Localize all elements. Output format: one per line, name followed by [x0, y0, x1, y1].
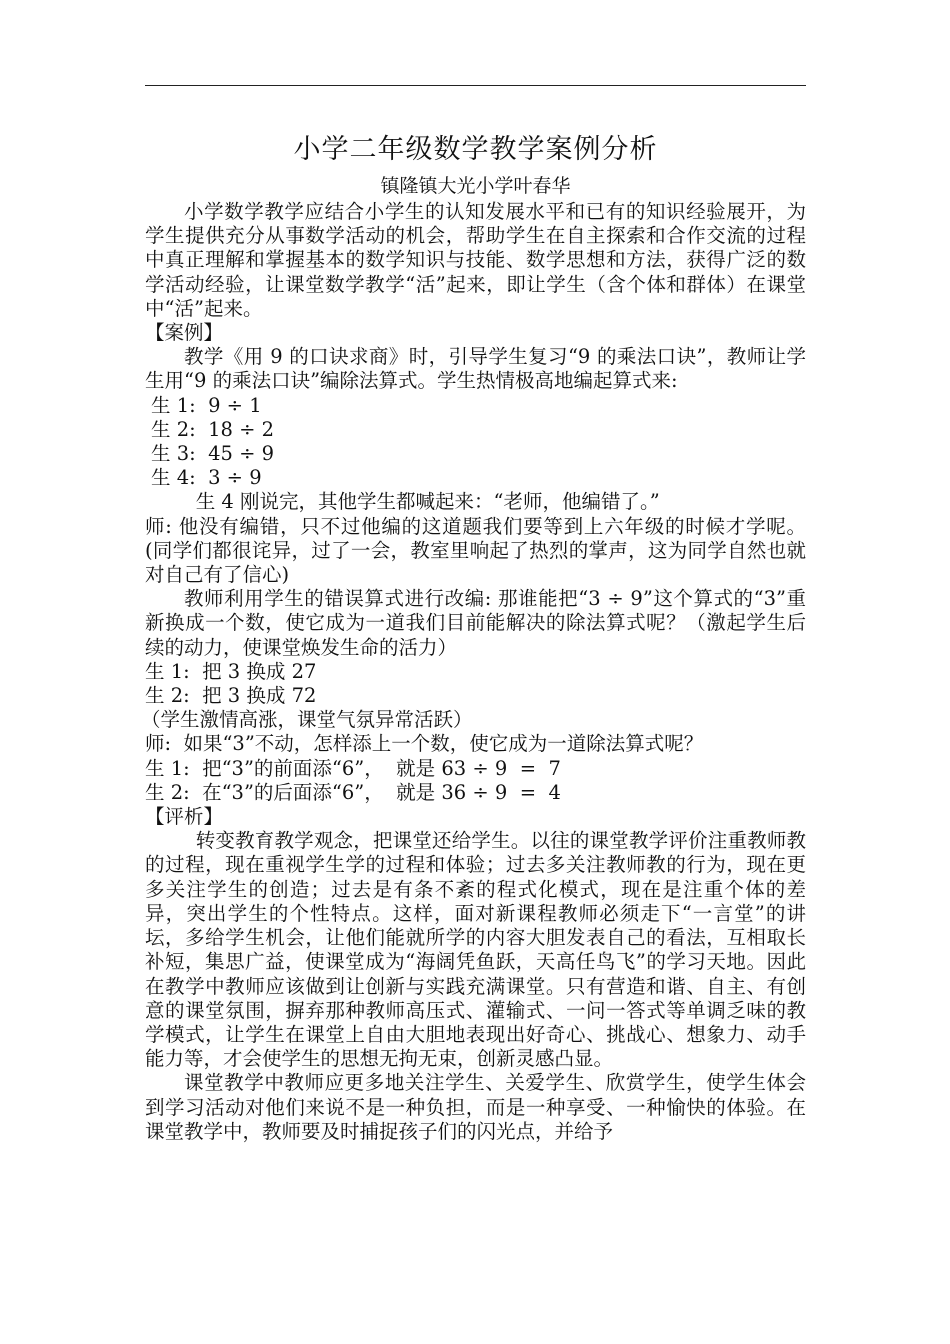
- response-line-2: 生 2: 把 3 换成 72: [145, 684, 317, 708]
- case-paragraph-4: 教师利用学生的错误算式进行改编: 那谁能把“3 ÷ 9”这个算式的“3”重新换成一个数，使它成为一道我们目前能解决的除法算式呢？（激起学生后续的动力，使课堂焕发生命的活力）: [145, 587, 806, 659]
- response-line-1: 生 1: 把 3 换成 27: [145, 659, 317, 683]
- case-paragraph-2: 生 4 刚说完，其他学生都喊起来：“老师，他编错了。”: [195, 490, 660, 514]
- response-line-3: （学生激情高涨，课堂气氛异常活跃）: [141, 708, 473, 732]
- case-paragraph-1: 教学《用 9 的口诀求商》时，引导学生复习“9 的乘法口诀”，教师让学生用“9 的乘法口诀”编除法算式。学生热情极高地编起算式来:: [145, 345, 806, 393]
- doc-title: 小学二年级数学教学案例分析: [293, 134, 658, 165]
- intro-paragraph: 小学数学教学应结合小学生的认知发展水平和已有的知识经验展开，为学生提供充分从事数学活动的机会，帮助学生在自主探索和合作交流的过程中真正理解和掌握基本的数学知识与技能、数学思想和方法，获得广泛的数学活动经验，让课堂数学教学“活”起来，即让学生（含个体和群体）在课堂中“活”起来。: [145, 200, 806, 320]
- student-line-4: 生 4: 3 ÷ 9: [151, 466, 262, 490]
- student-line-3: 生 3: 45 ÷ 9: [151, 442, 275, 466]
- response-line-6: 生 2: 在“3”的后面添“6”， 就是 36 ÷ 9 = 4: [145, 780, 561, 804]
- response-line-4: 师: 如果“3”不动，怎样添上一个数，使它成为一道除法算式呢？: [145, 732, 704, 756]
- document-page: [141, 128, 806, 1144]
- case-paragraph-3: 师: 他没有编错，只不过他编的这道题我们要等到上六年级的时候才学呢。(同学们都很诧异，过了一会，教室里响起了热烈的掌声，这为同学自然也就对自己有了信心): [145, 514, 806, 587]
- analysis-paragraph-1: 转变教育教学观念，把课堂还给学生。以往的课堂教学评价注重教师教的过程，现在重视学生学的过程和体验；过去多关注教师教的行为，现在更多关注学生的创造；过去是有条不紊的程式化模式，现在是注重个体的差异，突出学生的个性特点。这样，面对新课程教师必须走下“一言堂”的讲坛，多给学生机会，让他们能就所学的内容大胆发表自己的看法，互相取长补短，集思广益，使课堂成为“海阔凭鱼跃，天高任鸟飞”的学习天地。因此在教学中教师应该做到让创新与实践充满课堂。只有营造和谐、自主、有创意的课堂氛围，摒弃那种教师高压式、灌输式、一问一答式等单调乏味的教学模式，让学生在课堂上自由大胆地表现出好奇心、挑战心、想象力、动手能力等，才会使学生的思想无拘无束，创新灵感凸显。: [145, 829, 806, 1071]
- student-line-1: 生 1: 9 ÷ 1: [151, 393, 262, 417]
- case-heading: 【案例】: [145, 321, 224, 345]
- header-rule: [145, 85, 806, 86]
- student-line-2: 生 2: 18 ÷ 2: [151, 417, 275, 441]
- doc-author: 镇隆镇大光小学叶春华: [380, 175, 571, 197]
- analysis-heading: 【评析】: [145, 805, 224, 829]
- analysis-paragraph-2: 课堂教学中教师应更多地关注学生、关爱学生、欣赏学生，使学生体会到学习活动对他们来说不是一种负担，而是一种享受、一种愉快的体验。在课堂教学中，教师要及时捕捉孩子们的闪光点，并给予: [145, 1071, 806, 1143]
- response-line-5: 生 1: 把“3”的前面添“6”， 就是 63 ÷ 9 = 7: [145, 756, 561, 780]
